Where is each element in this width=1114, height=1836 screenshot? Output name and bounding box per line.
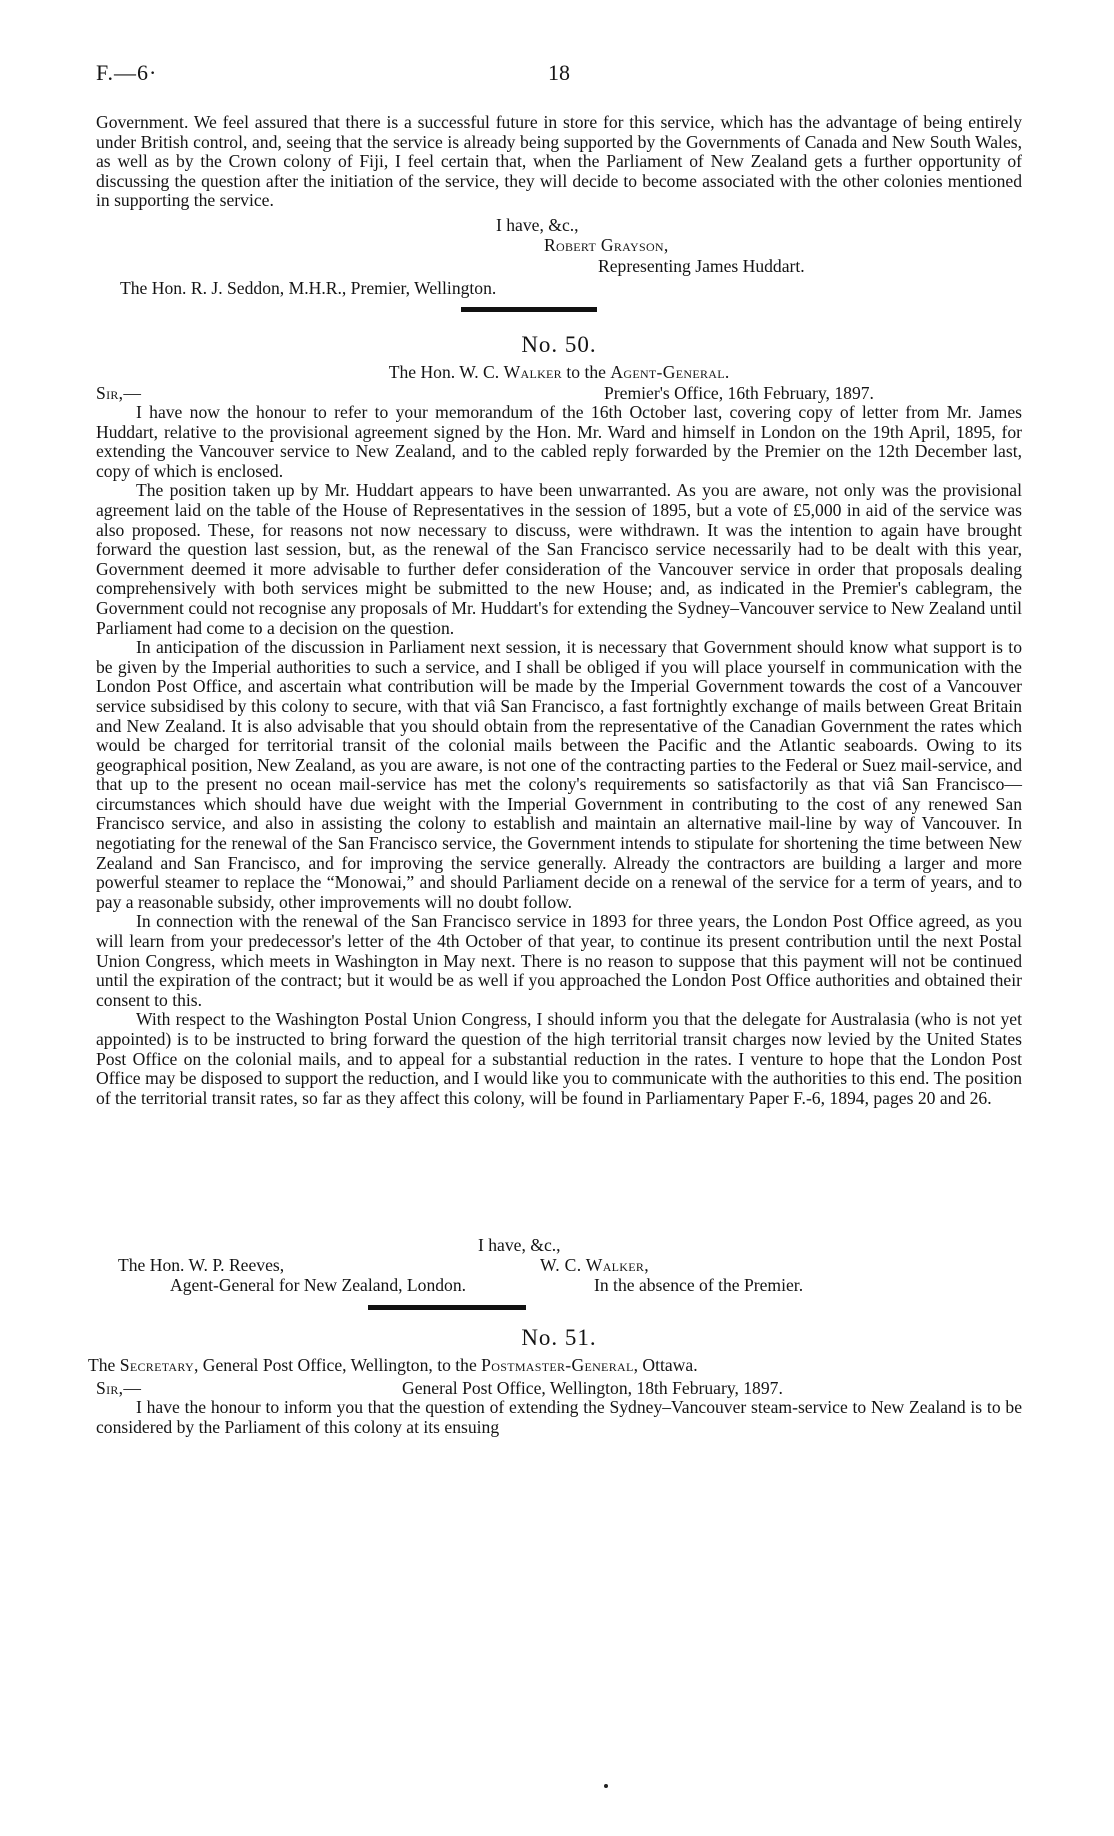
body-paragraph: I have now the honour to refer to your memorandum of the 16th October last, covering copy of letter from Mr. James Huddart, relative to the provisional agreement signed by the Hon. Mr. Ward and himself in London on the 19th April, 1895, for extending the Vancouver service to New Zealand, and to the cabled reply forwarded by the Premier on the 12th December last, copy of which is enclosed. (96, 402, 1022, 481)
signer-role: Representing James Huddart. (598, 256, 805, 276)
body-paragraph: In connection with the renewal of the San Francisco service in 1893 for three years, the London Post Office agreed, as you will learn from your predecessor's letter of the 4th October of that year, to continue its present contribution until the next Postal Union Congress, which meets in Washington in May next. There is no reason to suppose that this payment will not be continued until the expiration of the contract; but it would be as well if you approached the London Post Office authorities and obtained their consent to this. (96, 911, 1022, 1010)
document-page (88, 0, 1022, 1836)
closing-line: I have, &c., (496, 215, 579, 235)
dateline: General Post Office, Wellington, 18th February, 1897. (402, 1378, 783, 1398)
letter-body (96, 403, 1022, 1108)
salutation: Sir,— (96, 383, 142, 403)
intro-paragraph: Government. We feel assured that there is a successful future in store for this service, which has the advantage of being entirely under British control, and, seeing that the service is already being supported by the Governments of Canada and New South Wales, as well as by the Crown colony of Fiji, I feel certain that, when the Parliament of New Zealand gets a further opportunity of discussing the question after the initiation of the service, they will decide to become associated with the other colonies mentioned in supporting the service. (96, 112, 1022, 211)
signer-name: W. C. Walker, (540, 1255, 649, 1275)
letter-body (96, 1398, 1022, 1437)
letter-number: No. 50. (521, 332, 597, 357)
paper-reference: F.—6· (96, 60, 158, 85)
addressee-line: The Hon. R. J. Seddon, M.H.R., Premier, Wellington. (120, 278, 497, 298)
section-divider (368, 1305, 526, 1310)
addressee-name: The Hon. W. P. Reeves, (118, 1255, 285, 1275)
page-number: 18 (548, 60, 570, 85)
addressee-role: Agent-General for New Zealand, London. (170, 1275, 467, 1295)
page-mark (604, 1784, 608, 1788)
letter-heading: The Hon. W. C. Walker to the Agent-General. (388, 362, 730, 382)
dateline: Premier's Office, 16th February, 1897. (604, 383, 874, 403)
body-paragraph: The position taken up by Mr. Huddart appears to have been unwarranted. As you are aware, not only was the provisional agreement laid on the table of the House of Representatives in the session of 1895, but a vote of £5,000 in aid of the service was also proposed. These, for reasons not now necessary to discuss, were withdrawn. It was the intention to again have brought forward the question last session, but, as the renewal of the San Francisco service necessarily had to be dealt with this year, Government deemed it more advisable to further defer consideration of the Vancouver service in order that proposals dealing comprehensively with both services might be submitted to the new House; and, as indicated in the Premier's cablegram, the Government could not recognise any proposals of Mr. Huddart's for extending the Sydney–Vancouver service to New Zealand until Parliament had come to a decision on the question. (96, 480, 1022, 638)
signer-role: In the absence of the Premier. (594, 1275, 804, 1295)
signer-name: Robert Grayson, (544, 235, 669, 255)
letter-heading: The Secretary, General Post Office, Wellington, to the Postmaster-General, Ottawa. (88, 1355, 698, 1375)
letter-number: No. 51. (521, 1325, 597, 1350)
body-paragraph: In anticipation of the discussion in Parliament next session, it is necessary that Government should know what support is to be given by the Imperial authorities to such a service, and I shall be obliged if you will place yourself in communication with the London Post Office, and ascertain what contribution will be made by the Imperial Government towards the cost of a Vancouver service subsidised by this colony to secure, with that viâ San Francisco, a fast fortnightly exchange of mails between Great Britain and New Zealand. It is also advisable that you should obtain from the representative of the Canadian Government the rates which would be charged for territorial transit of the colonial mails between the Pacific and the Atlantic seaboards. Owing to its geographical position, New Zealand, as you are aware, is not one of the contracting parties to the Federal or Suez mail-service, and that up to the present no ocean mail-service has met the colony's requirements so satisfactorily as that viâ San Francisco—circumstances which should have due weight with the Imperial Government in contributing to the cost of any renewed San Francisco service, and also in assisting the colony to establish and maintain an alternative mail-line by way of Vancouver. In negotiating for the renewal of the San Francisco service, the Government intends to stipulate for shortening the time between New Zealand and San Francisco, and for improving the service generally. Already the contractors are building a larger and more powerful steamer to replace the “Monowai,” and should Parliament decide on a renewal of the service for a term of years, and to pay a reasonable subsidy, other improvements will no doubt follow. (96, 637, 1022, 912)
salutation: Sir,— (96, 1378, 142, 1398)
intro-block (96, 113, 1022, 211)
body-paragraph: I have the honour to inform you that the question of extending the Sydney–Vancouver steam-service to New Zealand is to be considered by the Parliament of this colony at its ensuing (96, 1397, 1022, 1437)
closing-line: I have, &c., (478, 1235, 561, 1255)
page-header (96, 60, 1022, 90)
section-divider (461, 307, 597, 312)
body-paragraph: With respect to the Washington Postal Union Congress, I should inform you that the delegate for Australasia (who is not yet appointed) is to be instructed to bring forward the question of the high territorial transit charges now levied by the United States Post Office on the colonial mails, and to appeal for a substantial reduction in the rates. I venture to hope that the London Post Office may be disposed to support the reduction, and I would like you to communicate with the authorities to this end. The position of the territorial transit rates, so far as they affect this colony, will be found in Parliamentary Paper F.-6, 1894, pages 20 and 26. (96, 1009, 1022, 1108)
